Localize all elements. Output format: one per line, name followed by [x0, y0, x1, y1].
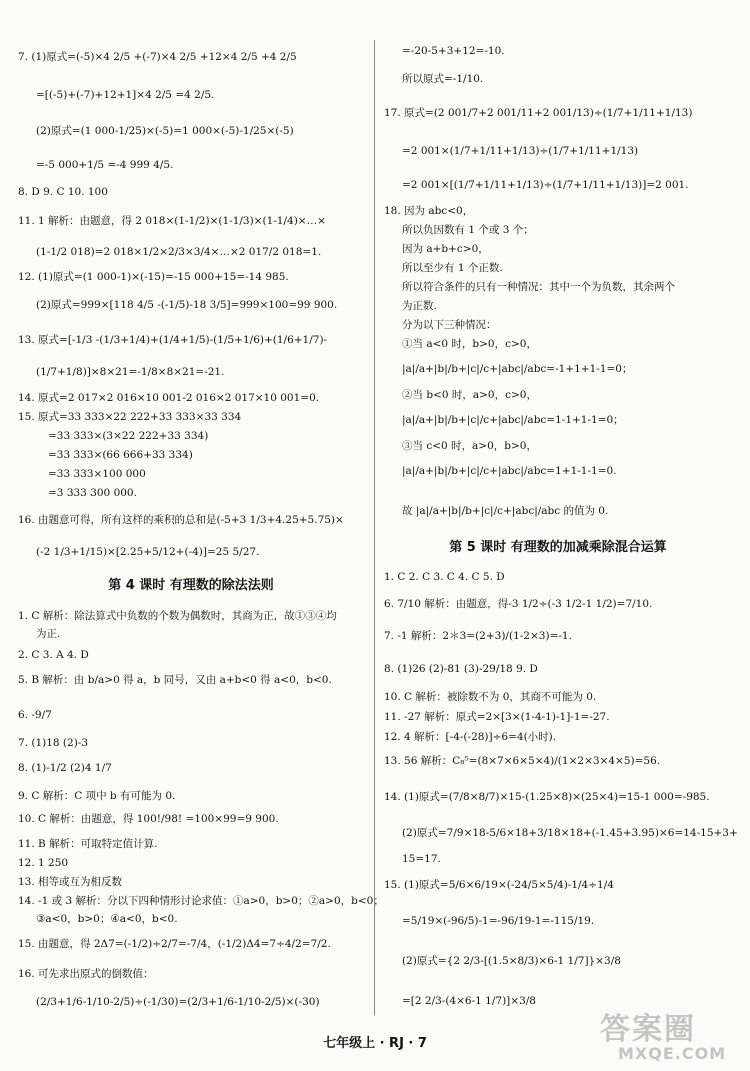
answer-line: (2)原式={2 2/3-[(1.5×8/3)×6-1 1/7]}×3/8 [402, 955, 621, 967]
answer-line: 15=17. [402, 853, 441, 865]
answer-line: 11. 1 解析：由题意，得 2 018×(1-1/2)×(1-1/3)×(1-1/4)×…× [18, 215, 326, 227]
answer-line: 8. D 9. C 10. 100 [18, 186, 108, 198]
answer-line: 7. -1 解析：2＊3=(2+3)/(1-2×3)=-1. [384, 630, 572, 642]
watermark-text: 答案圈 [600, 1012, 696, 1047]
answer-line: 13. 56 解析：C₈⁵=(8×7×6×5×4)/(1×2×3×4×5)=56. [384, 755, 661, 767]
answer-line: 6. 7/10 解析：由题意，得-3 1/2÷(-3 1/2-1 1/2)=7/10. [384, 598, 653, 610]
answer-line: (2)原式=(1 000-1/25)×(-5)=1 000×(-5)-1/25×(-5) [36, 125, 294, 137]
answer-line: 故 |a|/a+|b|/b+|c|/c+|abc|/abc 的值为 0. [402, 505, 609, 517]
answer-line: 1. C 2. C 3. C 4. C 5. D [384, 571, 505, 583]
section-title-lesson4: 第 4 课时 有理数的除法法则 [108, 578, 274, 593]
answer-line: 12. 1 250 [18, 857, 69, 869]
answer-line: 分为以下三种情况： [402, 319, 497, 331]
answer-line: =33 333×(66 666+33 334) [48, 449, 193, 461]
page-footer: 七年级上 · RJ · 7 [323, 1036, 427, 1051]
answer-line: |a|/a+|b|/b+|c|/c+|abc|/abc=1-1+1-1=0； [402, 414, 624, 426]
answer-line: 所以原式=-1/10. [402, 73, 484, 85]
answer-line: 10. C 解析：由题意，得 100!/98! =100×99=9 900. [18, 813, 279, 825]
answer-line: 因为 a+b+c>0， [402, 243, 489, 255]
answer-line: 14. -1 或 3 解析：分以下四种情形讨论求值：①a>0，b>0；②a>0，b<0； [18, 895, 384, 907]
answer-line: 10. C 解析：被除数不为 0，其商不可能为 0. [384, 691, 597, 703]
answer-line: 11. B 解析：可取特定值计算. [18, 838, 158, 850]
answer-line: 所以负因数有 1 个或 3 个； [402, 224, 534, 236]
answer-line: =2 001×[(1/7+1/11+1/13)÷(1/7+1/11+1/13)]=2 001. [402, 179, 689, 191]
answer-line: =3 333 300 000. [48, 487, 137, 499]
answer-line: (2)原式=7/9×18-5/6×18+3/18×18+(-1.45+3.95)×6=14-15+3+ [402, 827, 738, 839]
answer-line: 17. 原式=(2 001/7+2 001/11+2 001/13)÷(1/7+1/11+1/13) [384, 107, 693, 119]
watermark-logo [596, 1004, 736, 1066]
answer-line: 13. 原式=[-1/3 -(1/3+1/4)+(1/4+1/5)-(1/5+1/6)+(1/6+1/7)- [18, 334, 328, 346]
answer-line: ③a<0，b>0；④a<0，b<0. [36, 913, 178, 925]
answer-line: =[(-5)+(-7)+12+1]×4 2/5 =4 2/5. [36, 89, 215, 101]
column-divider [374, 40, 375, 1015]
answer-line: =2 001×(1/7+1/11+1/13)÷(1/7+1/11+1/13) [402, 145, 639, 157]
answer-line: =5/19×(-96/5)-1=-96/19-1=-115/19. [402, 915, 595, 927]
answer-line: ①当 a<0 时，b>0，c>0， [402, 338, 537, 350]
answer-line: 9. C 解析：C 项中 b 有可能为 0. [18, 790, 176, 802]
answer-line: 12. 4 解析：[-4-(-28)]÷6=4(小时). [384, 731, 557, 743]
answer-line: (2)原式=999×[118 4/5 -(-1/5)-18 3/5]=999×100=99 900. [36, 299, 338, 311]
answer-line: 1. C 解析：除法算式中负数的个数为偶数时，其商为正，故①③④均 [18, 610, 337, 622]
answer-line: (-2 1/3+1/15)×[2.25+5/12+(-4)]=25 5/27. [36, 546, 260, 558]
answer-line: 2. C 3. A 4. D [18, 649, 89, 661]
answer-line: 5. B 解析：由 b/a>0 得 a，b 同号，又由 a+b<0 得 a<0，b<0. [18, 674, 332, 686]
answer-line: 8. (1)-1/2 (2)4 1/7 [18, 762, 112, 774]
answer-line: 11. -27 解析：原式=2×[3×(1-4-1)-1]-1=-27. [384, 711, 610, 723]
answer-line: ③当 c<0 时，a>0，b>0， [402, 440, 537, 452]
answer-line: |a|/a+|b|/b+|c|/c+|abc|/abc=1+1-1-1=0. [402, 465, 617, 477]
answer-line: =33 333×100 000 [48, 468, 146, 480]
answer-line: 15. 由题意，得 2Δ7=(-1/2)÷2/7=-7/4，(-1/2)Δ4=7÷4/2=7/2. [18, 938, 331, 950]
answer-line: (1/7+1/8)]×8×21=-1/8×8×21=-21. [36, 366, 225, 378]
answer-line: 15. 原式=33 333×22 222+33 333×33 334 [18, 411, 242, 423]
answer-line: 为正. [36, 628, 61, 640]
answer-line: 8. (1)26 (2)-81 (3)-29/18 9. D [384, 663, 538, 675]
answer-line: (2/3+1/6-1/10-2/5)÷(-1/30)=(2/3+1/6-1/10-2/5)×(-30) [36, 996, 320, 1008]
answer-line: 所以符合条件的只有一种情况：其中一个为负数，其余两个 [402, 281, 675, 293]
answer-line: 7. (1)原式=(-5)×4 2/5 +(-7)×4 2/5 +12×4 2/5 +4 2/5 [18, 51, 297, 63]
watermark-url: MXQE.COM [618, 1044, 727, 1063]
answer-line: 7. (1)18 (2)-3 [18, 737, 89, 749]
answer-line: |a|/a+|b|/b+|c|/c+|abc|/abc=-1+1+1-1=0； [402, 363, 633, 375]
answer-line: 13. 相等或互为相反数 [18, 876, 123, 888]
answer-line: =-5 000+1/5 =-4 999 4/5. [36, 159, 174, 171]
section-title-lesson5: 第 5 课时 有理数的加减乘除混合运算 [449, 540, 667, 555]
answer-line: ②当 b<0 时，a>0，c>0， [402, 389, 537, 401]
answer-line: 18. 因为 abc<0， [384, 205, 474, 217]
answer-line: (1-1/2 018)=2 018×1/2×2/3×3/4×…×2 017/2 018=1. [36, 246, 322, 258]
answer-line: 14. 原式=2 017×2 016×10 001-2 016×2 017×10 001=0. [18, 392, 320, 404]
answer-line: 12. (1)原式=(1 000-1)×(-15)=-15 000+15=-14 985. [18, 271, 289, 283]
answer-line: 14. (1)原式=(7/8×8/7)×15-(1.25×8)×(25×4)=15-1 000=-985. [384, 791, 710, 803]
answer-line: =[2 2/3-(4×6-1 1/7)]×3/8 [402, 995, 536, 1007]
answer-line: 16. 由题意可得，所有这样的乘积的总和是(-5+3 1/3+4.25+5.75)× [18, 514, 344, 526]
answer-line: 所以至少有 1 个正数. [402, 262, 503, 274]
answer-line: 16. 可先求出原式的倒数值： [18, 968, 154, 980]
answer-line: 为正数. [402, 300, 437, 312]
answer-line: 15. (1)原式=5/6×6/19×(-24/5×5/4)-1/4÷1/4 [384, 879, 614, 891]
answer-line: 6. -9/7 [18, 709, 52, 721]
answer-line: =33 333×(3×22 222+33 334) [48, 430, 209, 442]
answer-line: =-20-5+3+12=-10. [402, 45, 505, 57]
